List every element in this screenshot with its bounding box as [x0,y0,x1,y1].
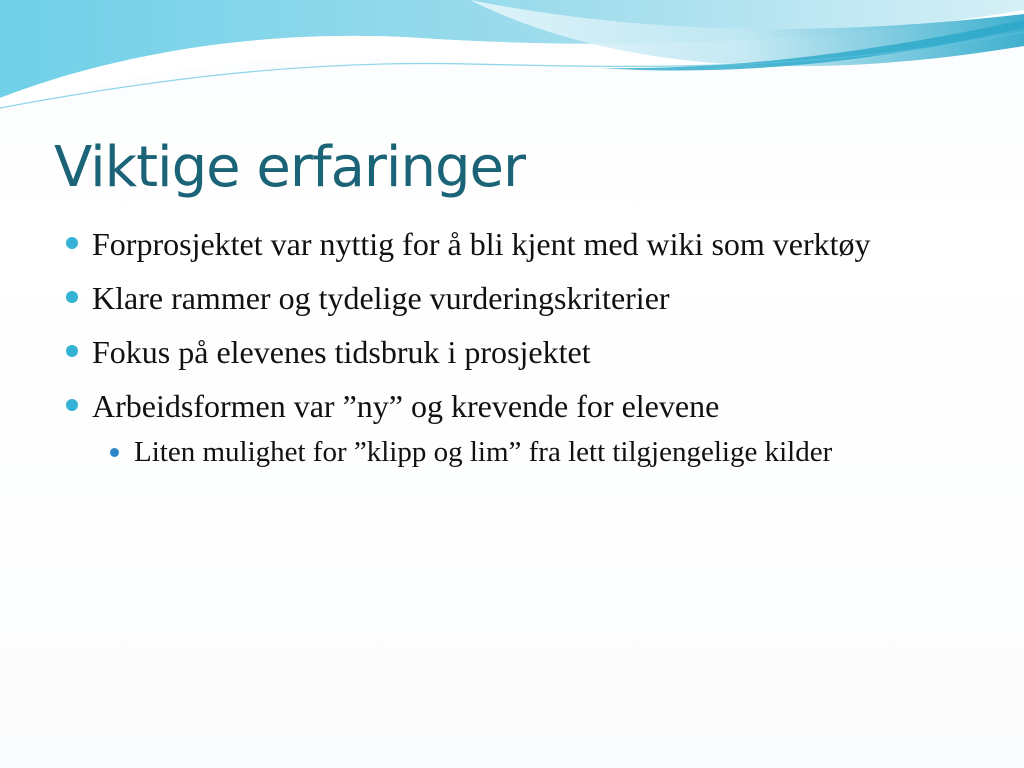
bullet-dot-icon [66,345,78,357]
slide-title: Viktige erfaringer [54,135,525,200]
sub-bullet-dot-icon [110,448,119,457]
bullet-list [62,222,962,473]
bullet-text: Klare rammer og tydelige vurderingskriterier [92,280,670,316]
bullet-item [62,222,962,266]
sub-bullet-text: Liten mulighet for ”klipp og lim” fra lett tilgjengelige kilder [134,436,833,468]
bullet-dot-icon [66,291,78,303]
bullet-text: Arbeidsformen var ”ny” og krevende for elevene [92,388,720,424]
bullet-text: Fokus på elevenes tidsbruk i prosjektet [92,334,591,370]
bullet-item [62,276,962,320]
sub-bullet-item [62,432,962,473]
bullet-dot-icon [66,399,78,411]
bullet-text: Forprosjektet var nyttig for å bli kjent med wiki som verktøy [92,226,871,262]
bullet-item [62,330,962,374]
decorative-wave-header [0,0,1024,130]
bullet-dot-icon [66,237,78,249]
bullet-item [62,384,962,428]
